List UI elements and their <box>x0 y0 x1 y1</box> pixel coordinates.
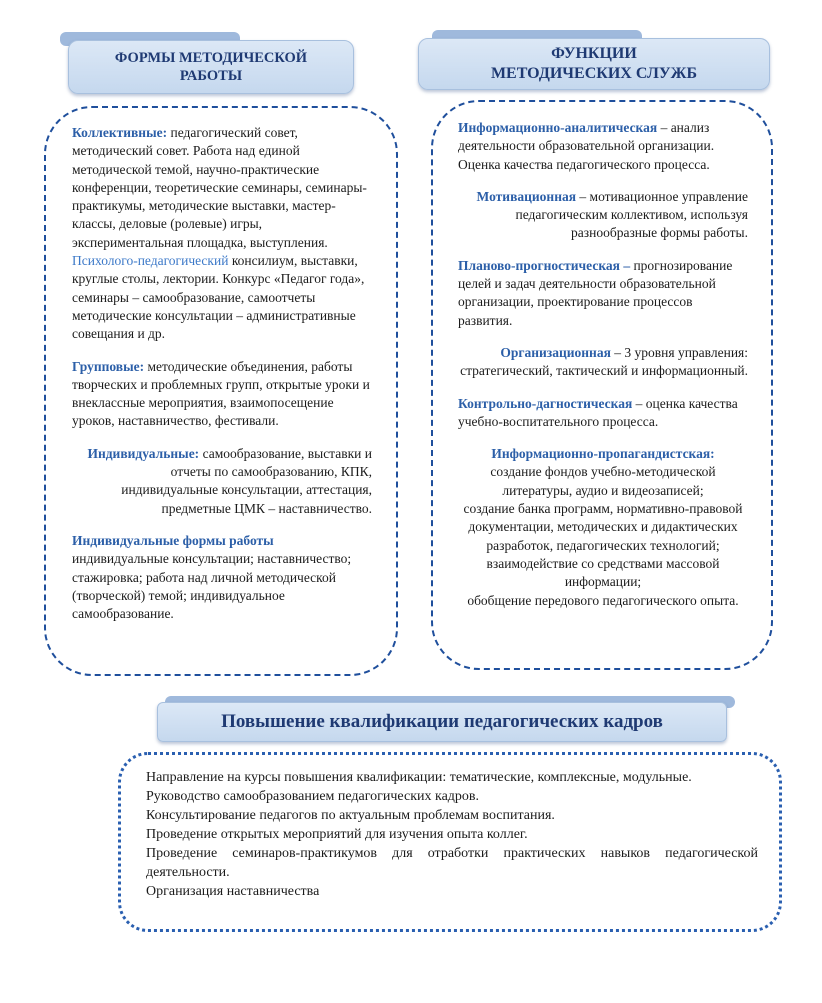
qualification-item: Проведение открытых мероприятий для изучения опыта коллег. <box>146 827 528 842</box>
qualification-item: Проведение семинаров-практикумов для отработки практических навыков педагогической деятельности. <box>146 846 758 880</box>
propaganda-line: взаимодействие со средствами массовой информации; <box>486 555 720 590</box>
control-text: – оценка качества учебно-воспитательного процесса. <box>458 395 738 429</box>
control-label: Контрольно-дагностическая <box>458 395 633 411</box>
planning-text: прогнозирование целей и задач деятельности образовательной организации, проектирование процессов развития. <box>458 257 733 328</box>
organization-label: Организационная <box>500 344 611 360</box>
propaganda-block <box>458 445 748 610</box>
bottom-header-title: Повышение квалификации педагогических кадров <box>157 702 727 742</box>
bottom-qualification-list <box>146 768 758 901</box>
left-header-title: ФОРМЫ МЕТОДИЧЕСКОЙ РАБОТЫ <box>68 40 354 94</box>
collective-highlight: Психолого-педагогический <box>72 253 229 269</box>
motivation-label: Мотивационная <box>476 188 577 204</box>
individual-forms-label: Индивидуальные формы работы <box>72 532 274 548</box>
collective-text-2: консилиум, выставки, круглые столы, лектории. Конкурс «Педагог года», семинары – самообразование, самоотчеты методические консультации – административные совещания и др. <box>72 253 365 342</box>
left-forms-content <box>72 124 372 623</box>
individual-forms-paragraph <box>72 532 372 623</box>
info-analytic-paragraph <box>458 119 748 174</box>
bottom-header <box>157 702 727 742</box>
individual-text: самообразование, выставки и отчеты по самообразованию, КПК, индивидуальные консультации, аттестация, предметные ЦМК – наставничество. <box>121 445 372 516</box>
control-paragraph <box>458 395 748 432</box>
individual-paragraph <box>72 445 372 518</box>
organization-text: – 3 уровня управления: стратегический, тактический и информационный. <box>460 344 748 379</box>
planning-paragraph <box>458 257 748 330</box>
qualification-item: Руководство самообразованием педагогических кадров. <box>146 789 480 804</box>
motivation-text: – мотивационное управление педагогическим коллективом, используя разнообразные формы работы. <box>515 188 748 241</box>
organization-paragraph <box>458 344 748 381</box>
right-functions-content <box>458 119 748 610</box>
collective-text: педагогический совет, методический совет. Работа над единой методической темой, научно-практические конференции, теоретические семинары, семинары-практикумы, методические выставки, мастер-классы, деловые (ролевые) игры, экспериментальная площадка, выступления. <box>72 125 367 250</box>
group-paragraph <box>72 358 372 431</box>
propaganda-label: Информационно-пропагандистская: <box>491 446 715 462</box>
group-label: Групповые: <box>72 358 145 374</box>
qualification-item: Организация наставничества <box>146 884 320 899</box>
right-header-title: ФУНКЦИИ МЕТОДИЧЕСКИХ СЛУЖБ <box>418 38 770 90</box>
planning-label: Планово-прогностическая – <box>458 257 631 273</box>
left-header <box>68 40 354 94</box>
individual-forms-text: индивидуальные консультации; наставничество; стажировка; работа над личной методической (творческой) темой; индивидуальное самообразование. <box>72 551 352 622</box>
info-analytic-label: Информационно-аналитическая <box>458 120 658 135</box>
propaganda-line: создание банка программ, нормативно-правовой документации, методических и дидактических разработок, педагогических технологий; <box>463 501 743 553</box>
propaganda-line: обобщение передового педагогического опыта. <box>467 592 739 608</box>
propaganda-line: создание фондов учебно-методической литературы, аудио и видеозаписей; <box>490 464 716 498</box>
qualification-item: Консультирование педагогов по актуальным проблемам воспитания. <box>146 808 555 823</box>
right-header <box>418 38 770 90</box>
individual-label: Индивидуальные: <box>87 445 200 461</box>
qualification-item: Направление на курсы повышения квалификации: тематические, комплексные, модульные. <box>146 770 692 785</box>
collective-paragraph <box>72 124 372 344</box>
motivation-paragraph <box>458 188 748 243</box>
collective-label: Коллективные: <box>72 125 168 140</box>
group-text: методические объединения, работы творческих и проблемных групп, открытые уроки и внеклассные мероприятия, взаимопосещение уроков, наставничество, фестивали. <box>72 358 370 429</box>
info-analytic-text: – анализ деятельности образовательной организации. Оценка качества педагогического процесса. <box>458 120 715 172</box>
